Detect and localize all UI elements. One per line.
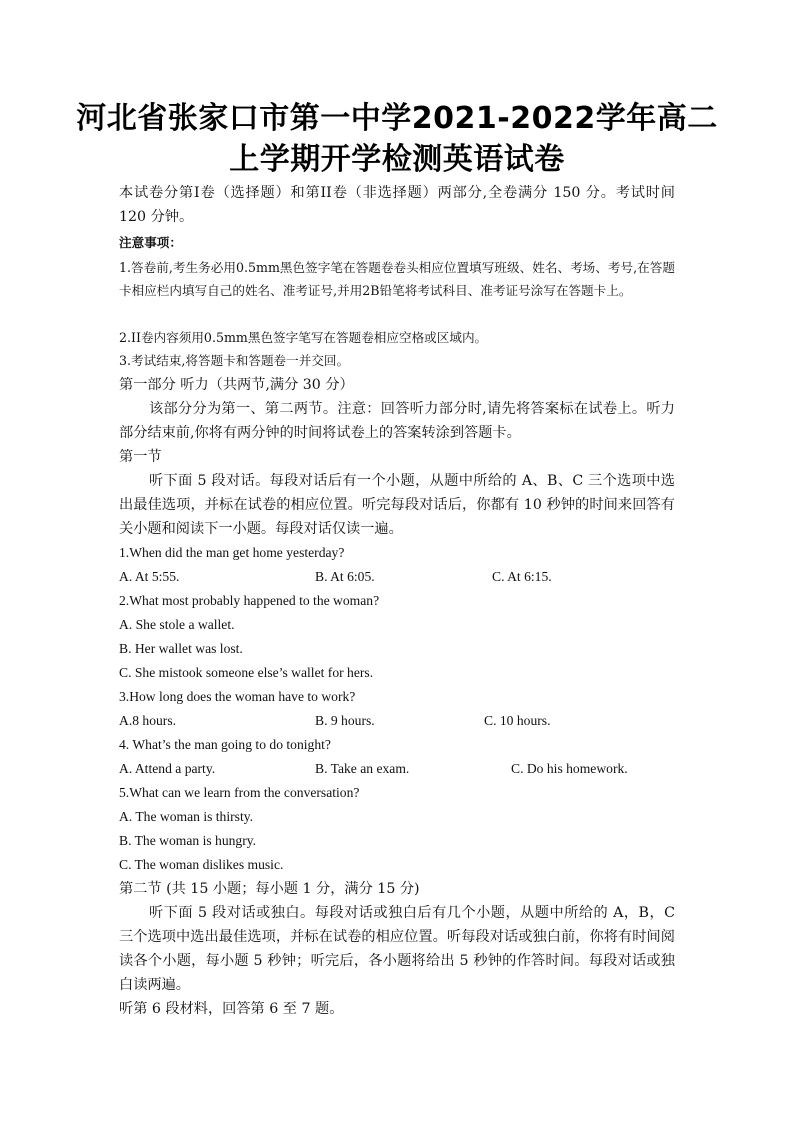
question-5-option-a: A. The woman is thirsty. — [119, 809, 254, 824]
question-4-option-c: C. Do his homework. — [511, 761, 628, 776]
question-4-option-b: B. Take an exam. — [315, 761, 410, 776]
question-3-option-b: B. 9 hours. — [315, 713, 375, 728]
question-1-option-b: B. At 6:05. — [315, 569, 375, 584]
exam-title-line2: 上学期开学检测英语试卷 — [229, 142, 565, 177]
question-3-option-a: A.8 hours. — [119, 713, 177, 728]
question-3: 3.How long does the woman have to work? — [119, 689, 356, 704]
part1-description: 该部分分为第一、第二两节。注意：回答听力部分时,请先将答案标在试卷上。听力部分结束前,你将有两分钟的时间将试卷上的答案转涂到答题卡。 — [119, 401, 675, 441]
note-1: 1.答卷前,考生务必用0.5mm黑色签字笔在答题卷卷头相应位置填写班级、姓名、考场、考号,在答题卡相应栏内填写自己的姓名、准考证号,并用2B铅笔将考试科目、准考证号涂写在答题卡上。 — [119, 260, 675, 298]
question-1: 1.When did the man get home yesterday? — [119, 545, 345, 560]
question-1-option-a: A. At 5:55. — [119, 569, 180, 584]
part1-heading: 第一部分 听力（共两节,满分 30 分） — [119, 377, 354, 393]
question-2: 2.What most probably happened to the woman? — [119, 593, 380, 608]
question-2-option-c: C. She mistook someone else’s wallet for hers. — [119, 665, 374, 680]
section2-description: 听下面 5 段对话或独白。每段对话或独白后有几个小题，从题中所给的 A，B，C 三个选项中选出最佳选项，并标在试卷的相应位置。听每段对话或独白前，你将有时间阅读各个小题，每小题 5 秒钟；听完后，各小题将给出 5 秒钟的作答时间。每段对话或独白读两遍。 — [119, 905, 675, 993]
question-4-option-a: A. Attend a party. — [119, 761, 216, 776]
note-2: 2.II卷内容须用0.5mm黑色签字笔写在答题卷相应空格或区域内。 — [119, 330, 488, 345]
question-2-option-b: B. Her wallet was lost. — [119, 641, 243, 656]
question-5: 5.What can we learn from the conversation? — [119, 785, 360, 800]
exam-title-line1: 河北省张家口市第一中学2021-2022学年高二 — [76, 101, 718, 136]
question-4: 4. What’s the man going to do tonight? — [119, 737, 331, 752]
section2-material-note: 听第 6 段材料，回答第 6 至 7 题。 — [119, 1001, 344, 1017]
question-5-option-c: C. The woman dislikes music. — [119, 857, 284, 872]
notes-label: 注意事项： — [119, 235, 182, 250]
question-3-option-c: C. 10 hours. — [484, 713, 551, 728]
question-1-option-c: C. At 6:15. — [492, 569, 552, 584]
exam-intro: 本试卷分第I卷（选择题）和第II卷（非选择题）两部分,全卷满分 150 分。考试时间 120 分钟。 — [119, 185, 675, 225]
question-2-option-a: A. She stole a wallet. — [119, 617, 235, 632]
section2-heading: 第二节 (共 15 小题；每小题 1 分，满分 15 分) — [119, 881, 420, 897]
note-3: 3.考试结束,将答题卡和答题卷一并交回。 — [119, 353, 350, 368]
section1-description: 听下面 5 段对话。每段对话后有一个小题，从题中所给的 A、B、C 三个选项中选出最佳选项，并标在试卷的相应位置。听完每段对话后，你都有 10 秒钟的时间来回答有关小题和阅读下一小题。每段对话仅读一遍。 — [119, 473, 675, 537]
question-5-option-b: B. The woman is hungry. — [119, 833, 257, 848]
section1-heading: 第一节 — [119, 449, 162, 465]
